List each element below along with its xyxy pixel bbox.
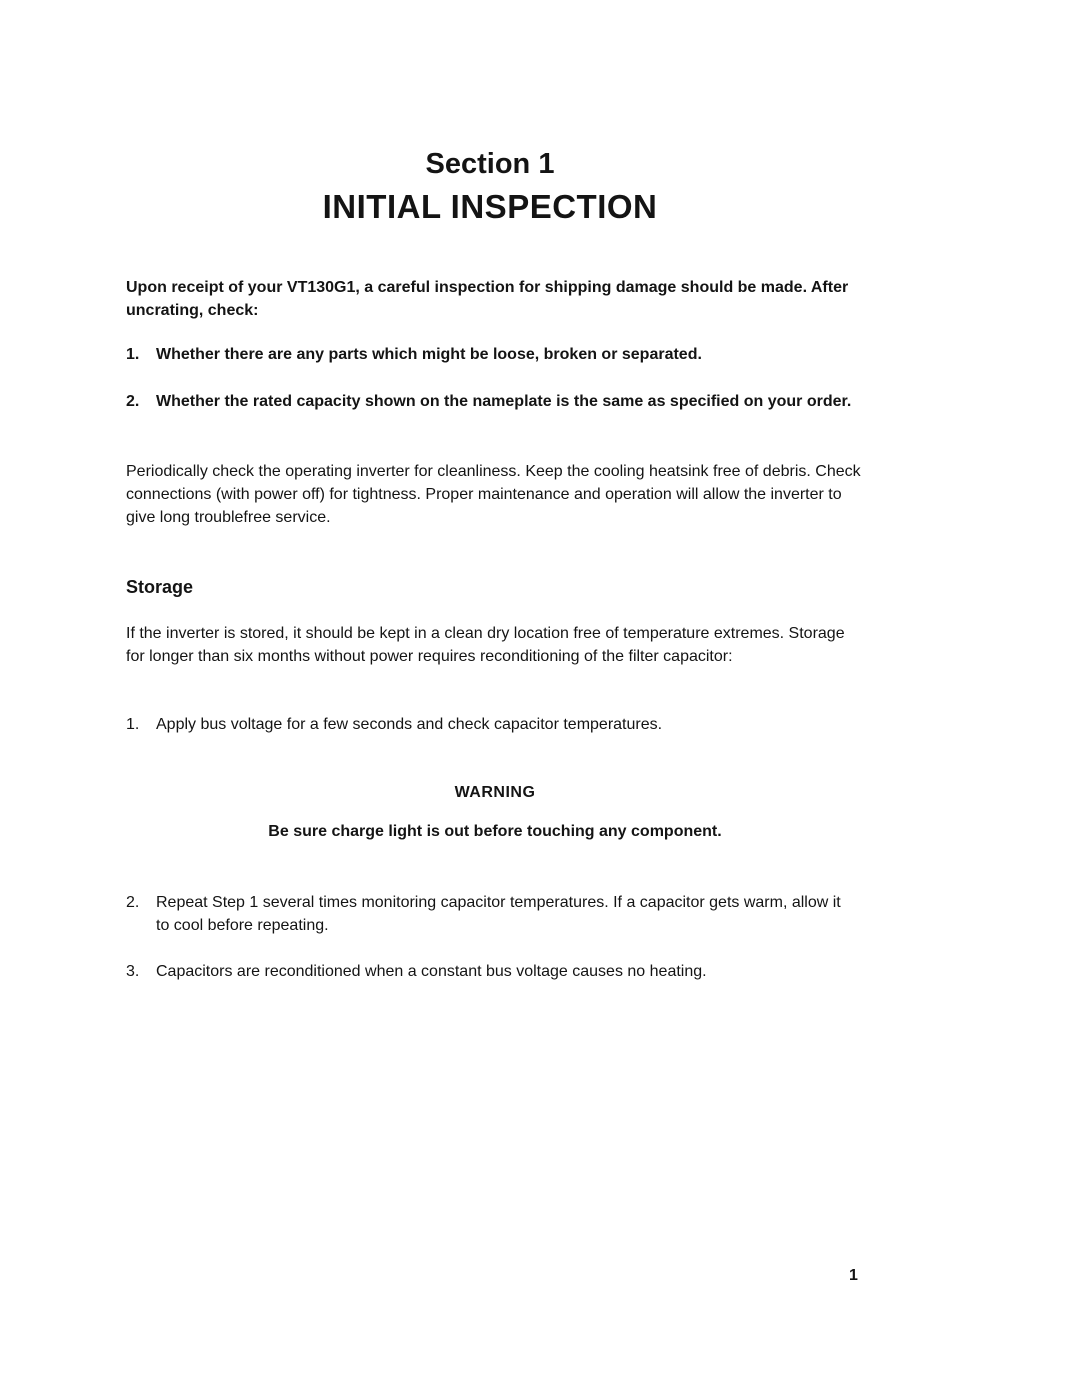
list-text: Capacitors are reconditioned when a constant bus voltage causes no heating. (156, 963, 707, 980)
list-text: Whether the rated capacity shown on the nameplate is the same as specified on your order. (156, 393, 852, 410)
list-number: 1. (126, 716, 140, 733)
warning-text: Be sure charge light is out before touching any component. (268, 823, 722, 840)
maintenance-paragraph: Periodically check the operating inverter for cleanliness. Keep the cooling heatsink free of debris. Check connections (with power off) for tightness. Proper maintenance and operation will allow the inverter to give long troublefree service. (126, 463, 861, 526)
list-text: Apply bus voltage for a few seconds and check capacitor temperatures. (156, 716, 663, 733)
list-number: 2. (126, 894, 140, 911)
section-label: Section 1 (425, 148, 555, 180)
warning-heading: WARNING (454, 784, 536, 801)
storage-heading: Storage (126, 577, 194, 597)
inspection-check-2 (126, 390, 866, 413)
inspection-check-1 (126, 343, 866, 366)
storage-paragraph: If the inverter is stored, it should be kept in a clean dry location free of temperature extremes. Storage for longer than six months without power requires reconditioning of the filter capacitor: (126, 625, 845, 665)
list-text: Repeat Step 1 several times monitoring capacitor temperatures. If a capacitor gets warm, allow it to cool before repeating. (156, 894, 841, 934)
page-title: INITIAL INSPECTION (322, 188, 658, 225)
list-number: 2. (126, 393, 140, 410)
list-number: 1. (126, 346, 140, 363)
storage-step-1 (126, 713, 866, 736)
list-text: Whether there are any parts which might be loose, broken or separated. (156, 346, 702, 363)
page-number: 1 (849, 1267, 858, 1284)
list-number: 3. (126, 963, 140, 980)
intro-paragraph: Upon receipt of your VT130G1, a careful inspection for shipping damage should be made. After uncrating, check: (126, 279, 849, 319)
storage-step-3 (126, 960, 866, 983)
storage-step-2 (126, 891, 856, 937)
